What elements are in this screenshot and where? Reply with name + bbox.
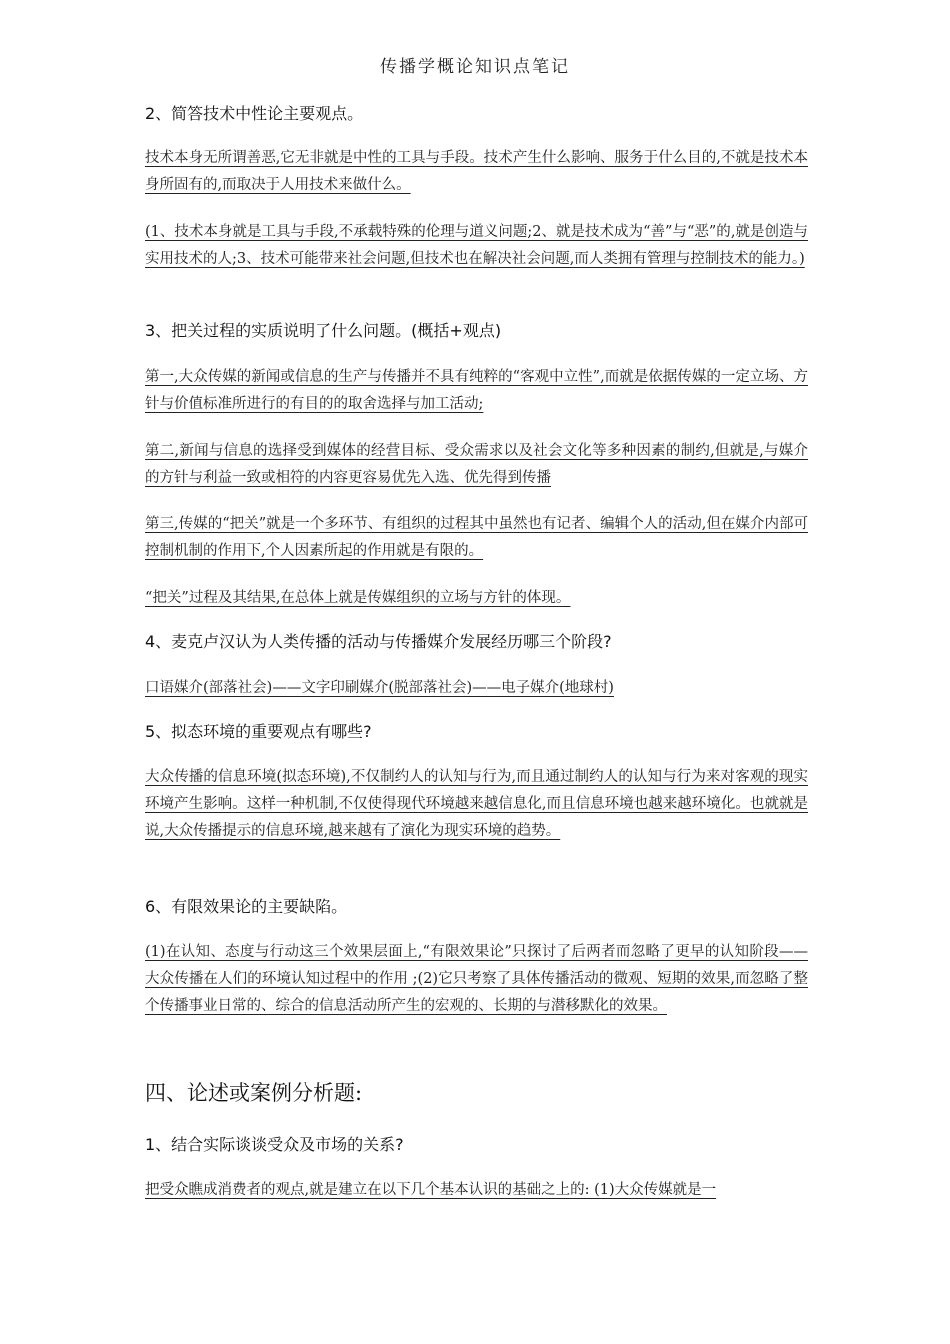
question-2-title: 2、简答技术中性论主要观点。 — [145, 104, 364, 123]
question-6-title: 6、有限效果论的主要缺陷。 — [145, 897, 348, 916]
question-3-answer-2: 第二,新闻与信息的选择受到媒体的经营目标、受众需求以及社会文化等多种因素的制约,但就是,与媒介的方针与利益一致或相符的内容更容易优先入选、优先得到传播 — [145, 443, 808, 486]
question-6-answer-1: (1)在认知、态度与行动这三个效果层面上,“有限效果论”只探讨了后两者而忽略了更早的认知阶段——大众传播在人们的环境认知过程中的作用 ;(2)它只考察了具体传播活动的微观、短期的效果,而忽略了整个传播事业日常的、综合的信息活动所产生的宏观的、长期的与潜移默化的效果。 — [145, 944, 808, 1014]
question-5-title: 5、拟态环境的重要观点有哪些? — [145, 722, 372, 741]
question-2-answer-2: (1、技术本身就是工具与手段,不承载特殊的伦理与道义问题;2、就是技术成为“善”与“恶”的,就是创造与实用技术的人;3、技术可能带来社会问题,但技术也在解决社会问题,而人类拥有管理与控制技术的能力。) — [145, 224, 808, 267]
question-5-answer-1: 大众传播的信息环境(拟态环境),不仅制约人的认知与行为,而且通过制约人的认知与行为来对客观的现实环境产生影响。这样一种机制,不仅使得现代环境越来越信息化,而且信息环境也越来越环境化。也就就是说,大众传播提示的信息环境,越来越有了演化为现实环境的趋势。 — [145, 769, 808, 839]
question-3-answer-4: “把关”过程及其结果,在总体上就是传媒组织的立场与方针的体现。 — [145, 590, 571, 606]
question-3-answer-1: 第一,大众传媒的新闻或信息的生产与传播并不具有纯粹的“客观中立性”,而就是依据传媒的一定立场、方针与价值标准所进行的有目的的取舍选择与加工活动; — [145, 369, 808, 412]
question-7-title: 1、结合实际谈谈受众及市场的关系? — [145, 1135, 404, 1154]
question-3-title: 3、把关过程的实质说明了什么问题。(概括+观点) — [145, 321, 502, 340]
page-header: 传播学概论知识点笔记 — [380, 57, 570, 77]
question-4-title: 4、麦克卢汉认为人类传播的活动与传播媒介发展经历哪三个阶段? — [145, 632, 612, 651]
section-4-title: 四、论述或案例分析题: — [145, 1081, 363, 1105]
question-2-answer-1: 技术本身无所谓善恶,它无非就是中性的工具与手段。技术产生什么影响、服务于什么目的,不就是技术本身所固有的,而取决于人用技术来做什么。 — [145, 150, 808, 193]
question-4-answer-1: 口语媒介(部落社会)——文字印刷媒介(脱部落社会)——电子媒介(地球村) — [145, 680, 614, 696]
question-7-answer-1: 把受众瞧成消费者的观点,就是建立在以下几个基本认识的基础之上的: (1)大众传媒就是一 — [145, 1182, 717, 1198]
question-3-answer-3: 第三,传媒的“把关”就是一个多环节、有组织的过程其中虽然也有记者、编辑个人的活动,但在媒介内部可控制机制的作用下,个人因素所起的作用就是有限的。 — [145, 516, 808, 559]
